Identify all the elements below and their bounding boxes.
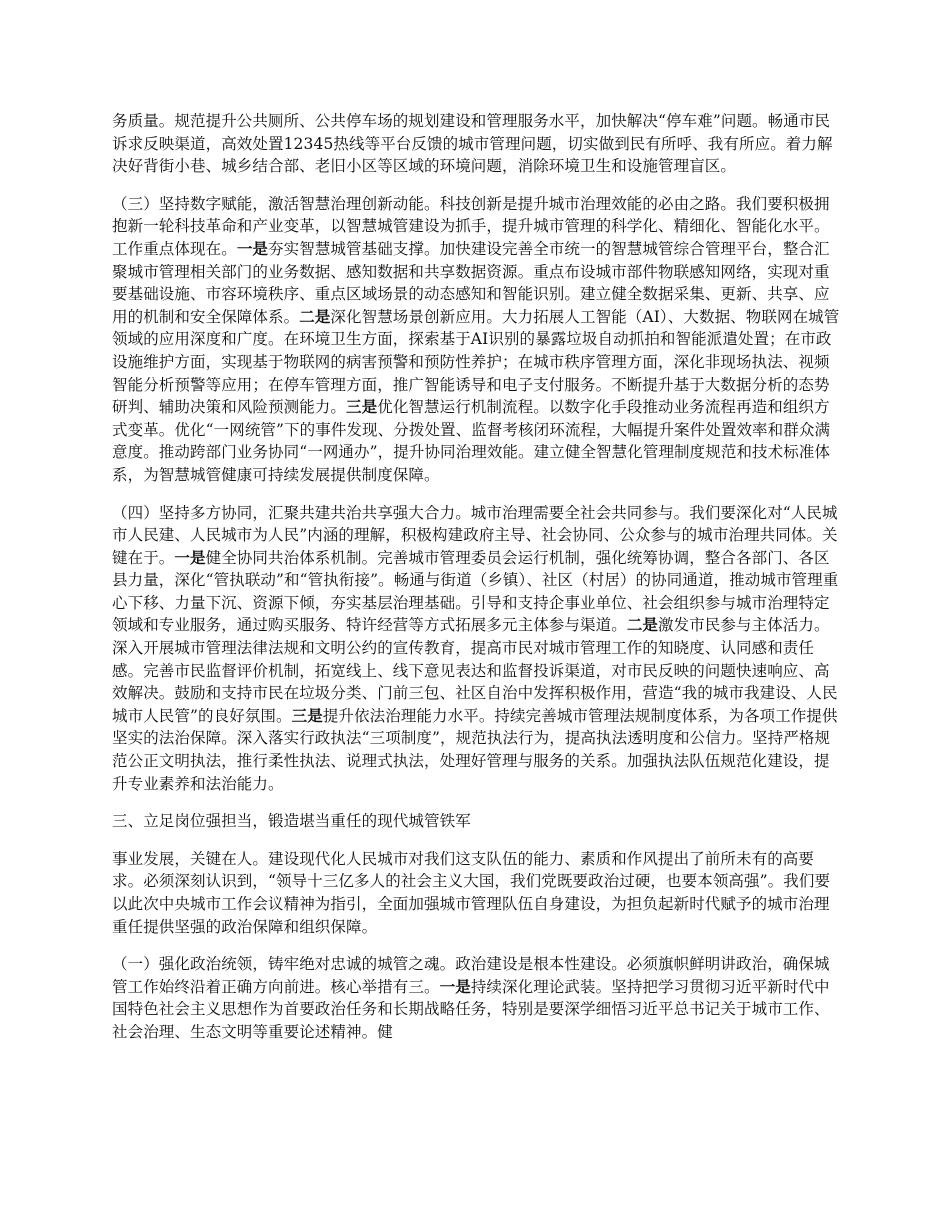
paragraph-text: 事业发展，关键在人。建设现代化人民城市对我们这支队伍的能力、素质和作风提出了前所未有的高要求。必须深刻认识到，“领导十三亿多人的社会主义大国，我们党既要政治过硬，也要本领高强”。我们要以此次中央城市工作会议精神为指引，全面加强城市管理队伍自身建设，为担负起新时代赋予的城市治理重任提供坚强的政治保障和组织保障。 (112, 849, 831, 936)
bold-marker-first: 一是 (236, 238, 269, 258)
paragraph-text: 夯实智慧城管基础支撑。加快建设完善全市统一的智慧城管综合管理平台，整合汇聚城市管理相关部门的业务数据、感知数据和共享数据资源。重点布设城市部件物联感知网络，实现对重要基础设施、市容环境秩序、重点区域场景的动态感知和智能识别。建立健全数据采集、更新、共享、应用的机制和安全保障体系。 (112, 239, 830, 326)
bold-marker-first: 一是 (174, 547, 206, 567)
paragraph-digital-empowerment (112, 193, 842, 487)
paragraph-text: 激发市民参与主体活力。深入开展城市管理法律法规和文明公约的宣传教育，提高市民对城市管理工作的知晓度、认同感和责任感。完善市民监督评价机制，拓宽线上、线下意见表达和监督投诉渠道，对市民反映的问题快速响应、高效解决。鼓励和支持市民在垃圾分类、门前三包、社区自治中发挥积极作用，营造“我的城市我建设、人民城市人民管”的良好氛围。 (112, 616, 838, 725)
paragraph-text: 务质量。规范提升公共厕所、公共停车场的规划建设和管理服务水平，加快解决“停车难”问题。畅通市民诉求反映渠道，高效处置12345热线等平台反馈的城市管理问题，切实做到民有所呼、我有所应。着力解决好背街小巷、城乡结合部、老旧小区等区域的环境问题，消除环境卫生和设施管理盲区。 (112, 112, 833, 176)
bold-marker-third: 三是 (291, 705, 323, 725)
paragraph-text: （三）坚持数字赋能，激活智慧治理创新动能。科技创新是提升城市治理效能的必由之路。我们要积极拥抱新一轮科技革命和产业变革，以智慧城管建设为抓手，提升城市管理的科学化、精细化、智能化水平。工作重点体现在。 (112, 194, 830, 258)
paragraph-text: 深化智慧场景创新应用。大力拓展人工智能（AI）、大数据、物联网在城管领域的应用深度和广度。在环境卫生方面，探索基于AI识别的暴露垃圾自动抓拍和智能派遣处置；在市政设施维护方面，实现基于物联网的病害预警和预防性养护；在城市秩序管理方面，深化非现场执法、视频智能分析预警等应用；在停车管理方面，推广智能诱导和电子支付服务。不断提升基于大数据分析的态势研判、辅助决策和风险预测能力。 (112, 307, 840, 417)
paragraph-text: 提升依法治理能力水平。持续完善城市管理法规制度体系，为各项工作提供坚实的法治保障。深入落实行政执法“三项制度”，规范执法行为，提高执法透明度和公信力。坚持严格规范公正文明执法，推行柔性执法、说理式执法，处理好管理与服务的关系。加强执法队伍规范化建设，提升专业素养和法治能力。 (112, 706, 838, 793)
paragraph-service-quality (112, 110, 842, 178)
paragraph-political-leadership (112, 953, 842, 1043)
paragraph-text: 优化智慧运行机制流程。以数字化手段推动业务流程再造和组织方式变革。优化“一网统管”下的事件发现、分拨处置、监督考核闭环流程，大幅提升案件处置效率和群众满意度。推动跨部门业务协同“一网通办”，提升协同治理效能。建立健全智慧化管理制度规范和技术标准体系，为智慧城管健康可持续发展提供制度保障。 (112, 398, 831, 484)
paragraph-text: （一）强化政治统领，铸牢绝对忠诚的城管之魂。政治建设是根本性建设。必须旗帜鲜明讲政治，确保城管工作始终沿着正确方向前进。核心举措有三。 (112, 955, 830, 996)
section-heading-three: 三、立足岗位强担当，锻造堪当重任的现代城管铁军 (112, 812, 471, 831)
bold-marker-second: 二是 (626, 615, 659, 635)
paragraph-text: （四）坚持多方协同，汇聚共建共治共享强大合力。城市治理需要全社会共同参与。我们要深化对“人民城市人民建、人民城市为人民”内涵的理解，积极构建政府主导、社会协同、公众参与的城市治理共同体。关键在于。 (112, 503, 838, 567)
paragraph-team-building (112, 848, 842, 938)
bold-marker-third: 三是 (346, 397, 378, 417)
bold-marker-first: 一是 (439, 976, 471, 996)
paragraph-multi-party-collaboration (112, 502, 842, 796)
bold-marker-second: 二是 (299, 306, 331, 326)
paragraph-text: 持续深化理论武装。坚持把学习贯彻习近平新时代中国特色社会主义思想作为首要政治任务和长期战略任务，特别是要深学细悟习近平总书记关于城市工作、社会治理、生态文明等重要论述精神。健 (112, 977, 830, 1041)
paragraph-text: 健全协同共治体系机制。完善城市管理委员会运行机制，强化统筹协调，整合各部门、各区县力量，深化“管执联动”和“管执衔接”。畅通与街道（乡镇）、社区（村居）的协同通道，推动城市管理重心下移、力量下沉、资源下倾，夯实基层治理基础。引导和支持企事业单位、社会组织参与城市治理特定领域和专业服务，通过购买服务、特许经营等方式拓展多元主体参与渠道。 (112, 548, 839, 635)
